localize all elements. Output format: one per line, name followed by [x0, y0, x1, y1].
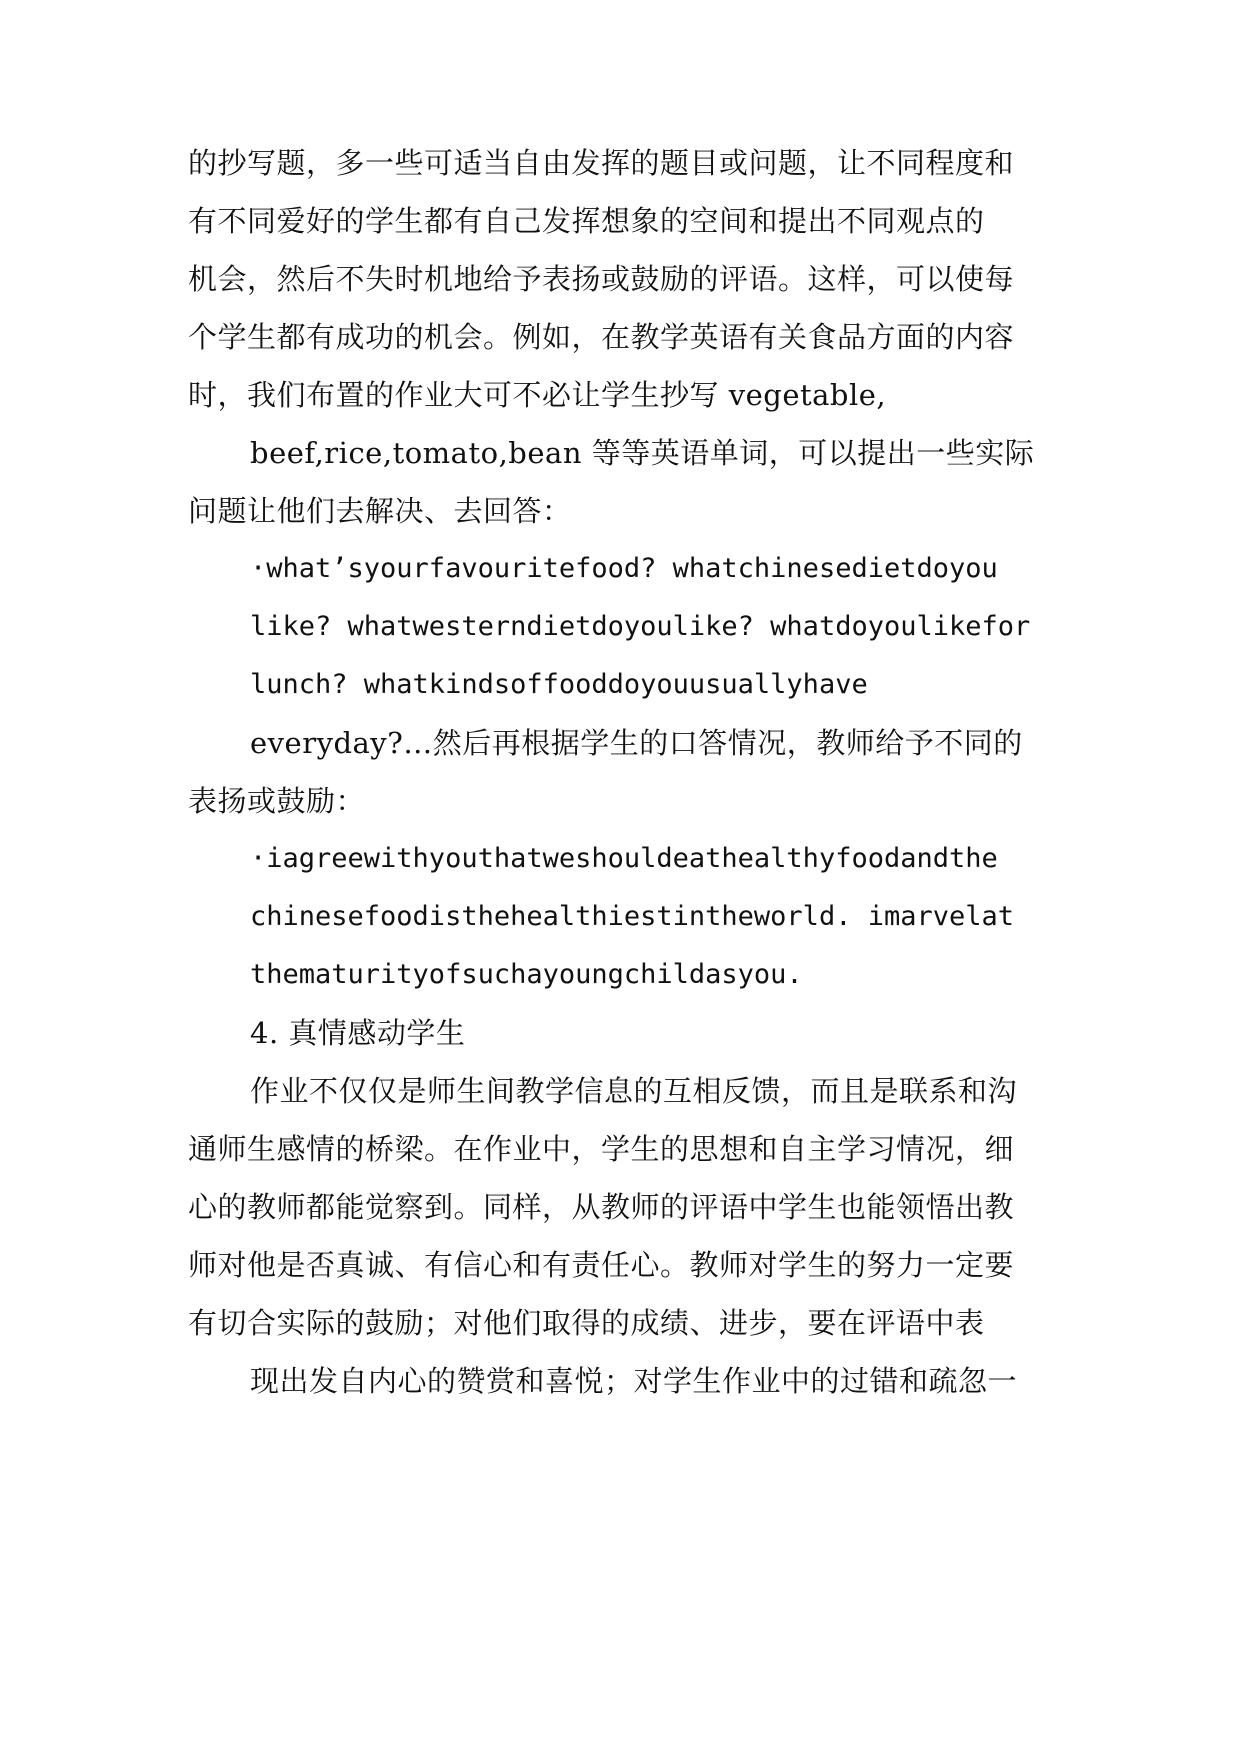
body-text-line: 师对他是否真诚、有信心和有责任心。教师对学生的努力一定要	[188, 1248, 1015, 1282]
english-question-line: like? whatwesterndietdoyoulike? whatdoyoulikefor	[250, 611, 1031, 642]
body-text-line: 表扬或鼓励：	[188, 784, 366, 818]
body-text-line: 时，我们布置的作业大可不必让学生抄写 vegetable,	[188, 378, 887, 412]
body-text-line: 机会，然后不失时机地给予表扬或鼓励的评语。这样，可以使每	[188, 262, 1015, 296]
body-text-line: 有不同爱好的学生都有自己发挥想象的空间和提出不同观点的	[188, 204, 985, 238]
body-text-line: 个学生都有成功的机会。例如，在教学英语有关食品方面的内容	[188, 320, 1015, 354]
english-question-line: ·what’syourfavouritefood? whatchinesedietdoyou	[250, 553, 998, 584]
english-comment-line: ·iagreewithyouthatweshouldeathealthyfoodandthe	[250, 843, 998, 874]
english-comment-line: chinesefoodisthehealthiestintheworld. imarvelat	[250, 901, 1015, 932]
english-comment-line: thematurityofsuchayoungchildasyou.	[250, 959, 803, 990]
body-text-line: 通师生感情的桥梁。在作业中，学生的思想和自主学习情况，细	[188, 1132, 1015, 1166]
body-text-line: 作业不仅仅是师生间教学信息的互相反馈，而且是联系和沟	[250, 1074, 1018, 1108]
body-text-line: beef,rice,tomato,bean 等等英语单词，可以提出一些实际	[250, 436, 1035, 470]
section-heading: 4. 真情感动学生	[250, 1016, 466, 1050]
english-question-line: lunch? whatkindsoffooddoyouusuallyhave	[250, 669, 868, 700]
body-text-line: 现出发自内心的赞赏和喜悦；对学生作业中的过错和疏忽一	[250, 1364, 1018, 1398]
body-text-line: everyday?…然后再根据学生的口答情况，教师给予不同的	[250, 726, 1023, 760]
body-text-line: 的抄写题，多一些可适当自由发挥的题目或问题，让不同程度和	[188, 146, 1015, 180]
body-text-line: 心的教师都能觉察到。同样，从教师的评语中学生也能领悟出教	[188, 1190, 1015, 1224]
body-text-line: 问题让他们去解决、去回答：	[188, 494, 572, 528]
body-text-line: 有切合实际的鼓励；对他们取得的成绩、进步，要在评语中表	[188, 1306, 985, 1340]
